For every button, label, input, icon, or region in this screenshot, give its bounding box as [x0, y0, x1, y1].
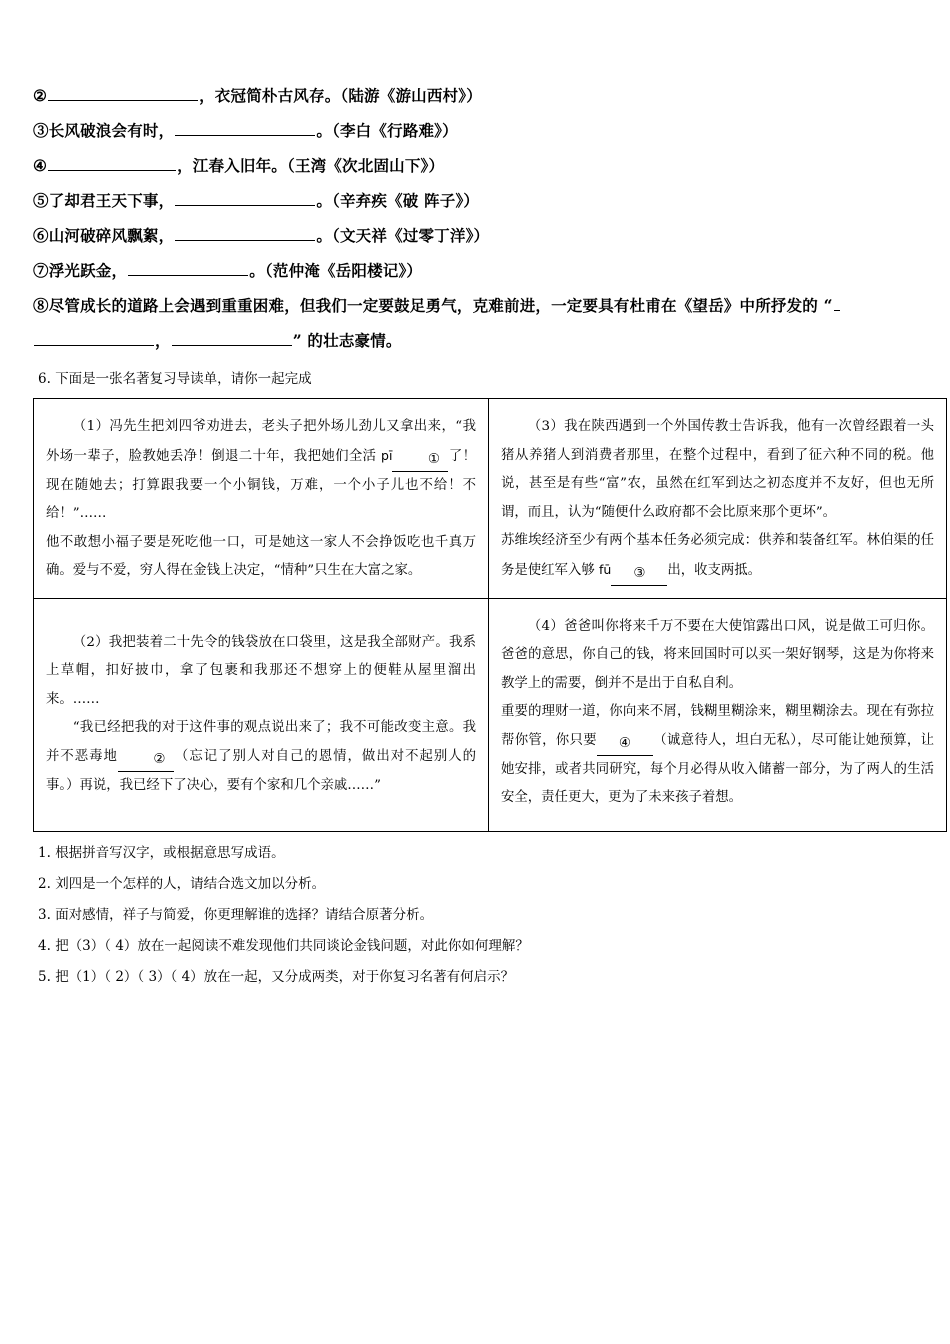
poem-text: 。（文天祥《过零丁洋》） [316, 226, 490, 245]
poem-line-3 [33, 113, 898, 148]
poem-text-pre: 浮光跃金， [48, 261, 128, 280]
poem-text: 。（辛弃疾《破 阵子》） [316, 191, 480, 210]
poem-text: 。（范仲淹《岳阳楼记》） [249, 261, 423, 280]
excerpt-text: （2）我把装着二十先令的钱袋放在口袋里，这是我全部财产。我系上草帽，扣好披巾，拿了包裹和我那还不想穿上的便鞋从屋里溜出来。…… [46, 634, 476, 707]
excerpt-text: 他不敢想小福子要是死吃他一口，可是她这一家人不会挣饭吃也千真万确。爱与不爱，穷人得在金钱上决定，“情种”只生在大富之家。 [46, 534, 476, 578]
excerpt-text: 苏维埃经济至少有两个基本任务必须完成：供养和装备红军。林伯渠的任务是使红军入够 [501, 533, 934, 578]
answer-blank[interactable] [175, 121, 315, 136]
answer-blank-3[interactable]: ③ [611, 564, 667, 586]
excerpt-paragraph [46, 714, 476, 800]
excerpt-paragraph [501, 698, 934, 813]
excerpt-paragraph [501, 413, 934, 527]
sub-question-text: 把（1）（ 2）（ 3）（ 4）放在一起，又分成两类，对于你复习名著有何启示？ [55, 968, 515, 985]
sub-question-number: 1. [38, 844, 51, 861]
question-number: 6. [38, 371, 51, 387]
excerpt-text: 了！现在随她去；打算跟我要一个小铜钱，万难，一个小子儿也不给！不给！”…… [46, 448, 477, 521]
excerpt-text: （1）冯先生把刘四爷劝进去，老头子把外场儿劲儿又拿出来，“我外场一辈子，脸教她丢净！倒退二十年，我把她们全活 [46, 419, 476, 464]
answer-blank[interactable] [128, 261, 248, 276]
sub-question-number: 3. [38, 906, 51, 923]
sub-question-number: 4. [38, 937, 51, 954]
question-text: 下面是一张名著复习导读单，请你一起完成 [55, 371, 312, 387]
reading-guide-table [33, 398, 947, 832]
poem-line-6 [33, 218, 898, 253]
excerpt-paragraph [501, 613, 934, 699]
sub-question-3 [38, 900, 898, 931]
poem-line-7 [33, 253, 898, 288]
sub-question-text: 把（3）（ 4）放在一起阅读不难发现他们共同谈论金钱问题，对此你如何理解？ [55, 937, 529, 954]
excerpt-text: （3）我在陕西遇到一个外国传教士告诉我，他有一次曾经跟着一头猪从养猪人到消费者那里，在整个过程中，看到了征六种不同的税。他说，甚至是有些“富”农，虽然在红军到达之初态度并不友好，但也无所谓，而且，认为“随便什么政府都不会比原来那个更坏”。 [501, 419, 934, 520]
poem-marker: ④ [33, 156, 48, 175]
pinyin-hint: fū [599, 561, 612, 577]
poem-marker: ⑤ [33, 191, 49, 210]
excerpt-paragraph [46, 413, 476, 529]
table-row [34, 598, 947, 831]
sub-question-5 [38, 962, 898, 993]
answer-blank-1[interactable]: ① [392, 450, 448, 472]
poem-line-4 [33, 148, 898, 183]
excerpt-text: （忘记了别人对自己的恩情，做出对不起别人的事。）再说，我已经下了决心，要有个家和几个亲戚……” [46, 748, 477, 793]
sub-question-number: 5. [38, 968, 51, 985]
poem-marker: ⑧ [33, 296, 49, 315]
poem-separator: ， [155, 331, 171, 350]
excerpt-text: （诚意待人，坦白无私），尽可能让她预算，让她安排，或者共同研究，每个月必得从收入储蓄一部分，为了两人的生活安全，责任更大，更为了未来孩子着想。 [501, 732, 934, 805]
answer-blank[interactable] [48, 156, 176, 171]
sub-question-text: 面对感情，祥子与简爱，你更理解谁的选择？请结合原著分析。 [55, 906, 434, 923]
excerpt-cell-1 [34, 399, 489, 599]
poem-text-pre: 长风破浪会有时， [48, 121, 175, 140]
poem-marker: ③ [33, 121, 49, 140]
answer-blank-2[interactable]: ② [118, 750, 174, 772]
excerpt-cell-2 [34, 598, 489, 831]
poem-marker: ② [33, 86, 48, 105]
poem-line-2 [33, 78, 898, 113]
poem-marker: ⑦ [33, 261, 49, 280]
poem-text: 。（李白《行路难》） [316, 121, 458, 140]
poem-text-part2: ” 的壮志豪情。 [292, 331, 402, 350]
answer-blank[interactable] [175, 226, 315, 241]
poem-text: ，江春入旧年。（王湾《次北固山下》） [177, 156, 445, 175]
sub-question-4 [38, 931, 898, 962]
answer-blank-4[interactable]: ④ [597, 734, 653, 756]
poem-text-pre: 了却君王天下事， [48, 191, 175, 210]
sub-question-1 [38, 838, 898, 869]
excerpt-cell-3 [489, 399, 947, 599]
sub-question-text: 刘四是一个怎样的人，请结合选文加以分析。 [55, 875, 326, 892]
sub-question-number: 2. [38, 875, 51, 892]
excerpt-paragraph [46, 629, 476, 715]
poetry-fill-in-block [33, 78, 898, 358]
answer-blank[interactable] [172, 331, 292, 346]
sub-question-text: 根据拼音写汉字，或根据意思写成语。 [55, 844, 285, 861]
question-6-prompt [38, 364, 898, 394]
excerpt-text: “我已经把我的对于这件事的观点说出来了；我不可能改变主意。我并不恶毒地 [46, 720, 476, 764]
excerpt-text: 出，收支两抵。 [667, 562, 762, 578]
answer-blank[interactable] [34, 331, 154, 346]
answer-blank[interactable] [48, 86, 198, 101]
poem-text-pre: 山河破碎风飘絮， [48, 226, 175, 245]
table-row [34, 399, 947, 599]
excerpt-paragraph [46, 529, 476, 586]
excerpt-cell-4 [489, 598, 947, 831]
excerpt-paragraph [501, 527, 934, 586]
answer-blank-start[interactable] [834, 296, 840, 311]
sub-question-list [38, 838, 898, 993]
poem-line-5 [33, 183, 898, 218]
pinyin-hint: pī [381, 447, 393, 463]
sub-question-2 [38, 869, 898, 900]
poem-line-8 [33, 288, 898, 358]
poem-marker: ⑥ [33, 226, 49, 245]
poem-text-part1: 尽管成长的道路上会遇到重重困难，但我们一定要鼓足勇气，克难前进，一定要具有杜甫在《望岳》中所抒发的 “ [48, 296, 833, 315]
excerpt-text: 重要的理财一道，你向来不屑，钱糊里糊涂来，糊里糊涂去。现在有弥拉帮你管，你只要 [501, 704, 934, 748]
poem-text: ，衣冠简朴古风存。（陆游《游山西村》） [199, 86, 482, 105]
excerpt-text: （4）爸爸叫你将来千万不要在大使馆露出口风，说是做工可归你。爸爸的意思，你自己的钱，将来回国时可以买一架好钢琴，这是为你将来教学上的需要，倒并不是出于自私自利。 [501, 618, 934, 691]
answer-blank[interactable] [175, 191, 315, 206]
